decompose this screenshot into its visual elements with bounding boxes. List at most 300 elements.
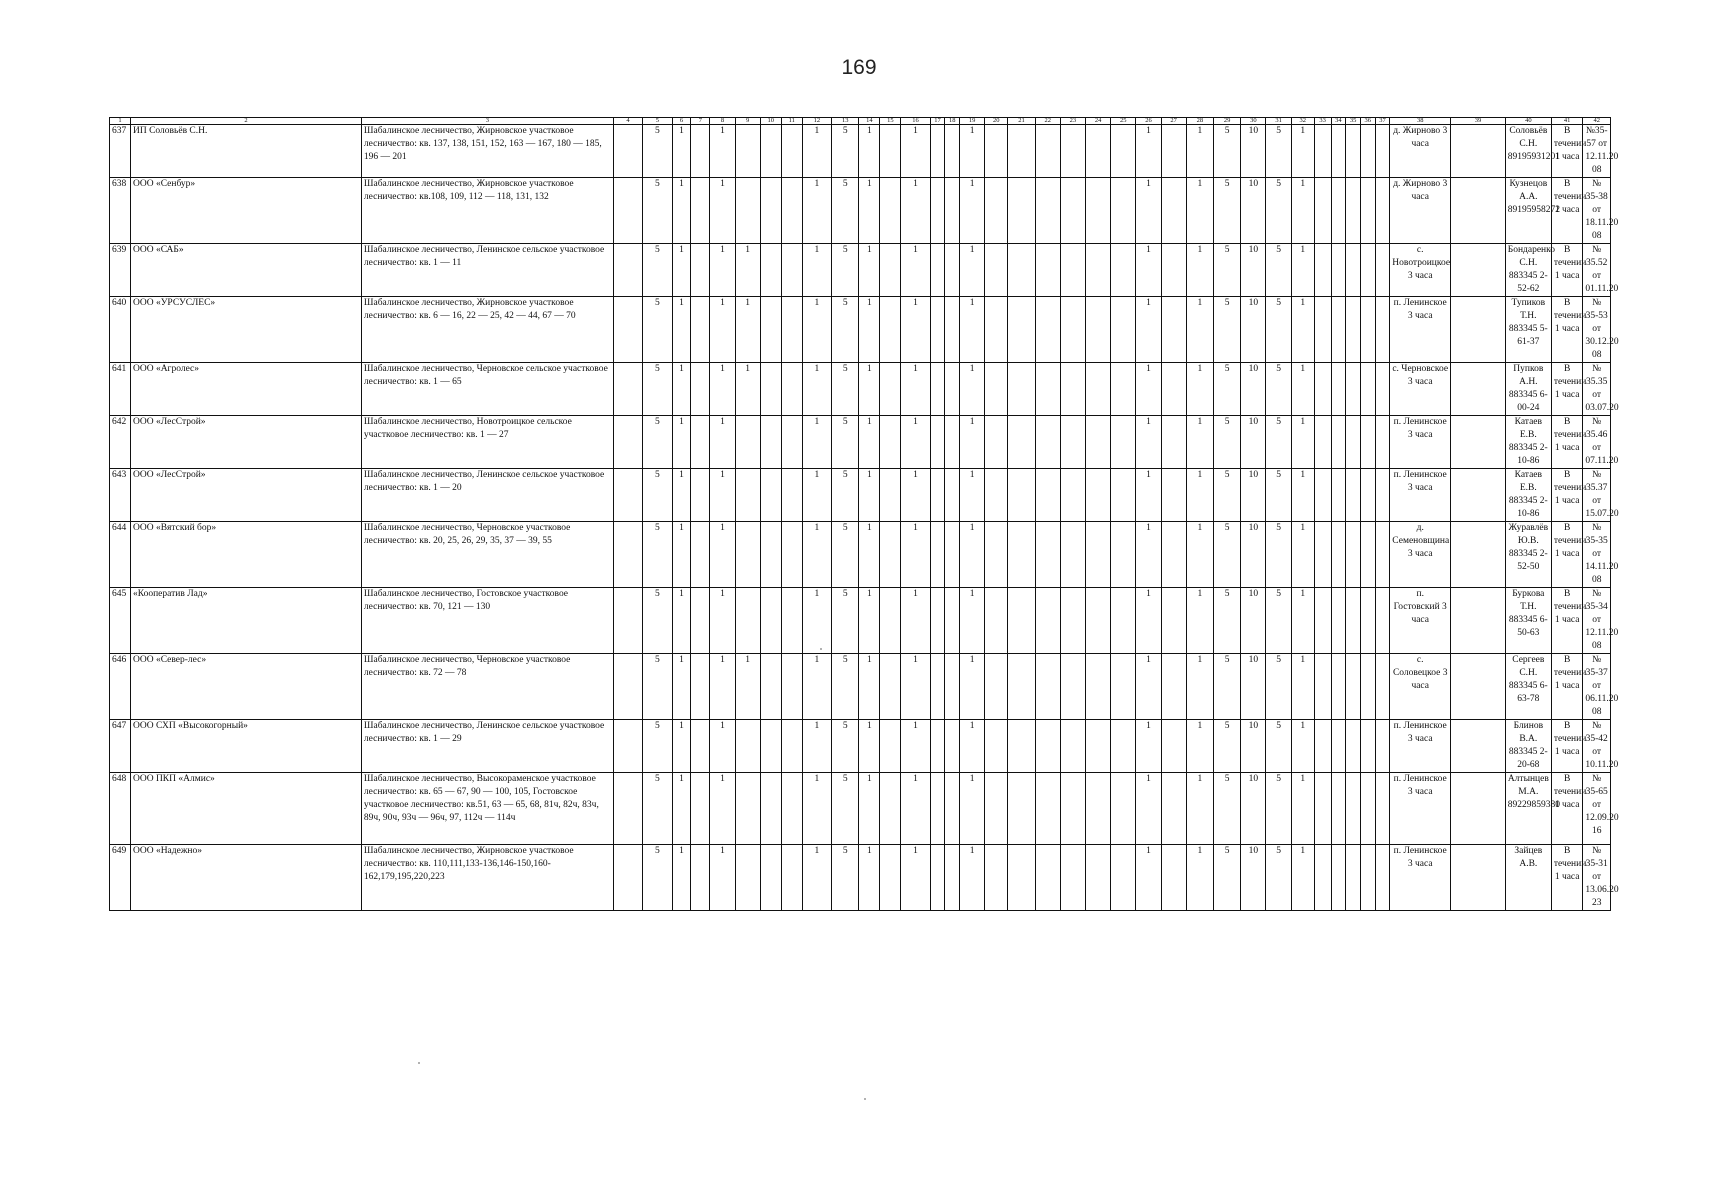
empty-cell bbox=[1161, 416, 1186, 469]
empty-cell bbox=[1161, 178, 1186, 244]
empty-cell bbox=[760, 178, 781, 244]
empty-cell bbox=[1035, 469, 1060, 522]
empty-cell bbox=[1008, 125, 1035, 178]
row-number: 644 bbox=[110, 522, 131, 588]
empty-cell bbox=[691, 588, 710, 654]
row-number: 637 bbox=[110, 125, 131, 178]
forestry-location: Шабалинское лесничество, Жирновское участковое лесничество: кв.108, 109, 112 — 118, 131, 132 bbox=[361, 178, 613, 244]
value-cell-col-31: 5 bbox=[1266, 588, 1291, 654]
empty-cell bbox=[880, 654, 901, 720]
value-cell-col-16: 1 bbox=[901, 125, 930, 178]
empty-cell bbox=[1314, 773, 1331, 845]
organization-name: ООО «УРСУСЛЕС» bbox=[130, 297, 361, 363]
empty-cell bbox=[930, 522, 945, 588]
value-cell-col-5: 5 bbox=[643, 244, 672, 297]
value-cell-col-13: 5 bbox=[832, 469, 859, 522]
column-number-header: 7 bbox=[691, 118, 710, 125]
register-table bbox=[109, 117, 1619, 911]
value-cell-col-28: 1 bbox=[1186, 125, 1213, 178]
empty-cell bbox=[1161, 522, 1186, 588]
value-cell-col-8: 1 bbox=[710, 178, 735, 244]
value-cell-col-5: 5 bbox=[643, 773, 672, 845]
empty-cell bbox=[1451, 773, 1506, 845]
value-cell-col-31: 5 bbox=[1266, 522, 1291, 588]
value-cell-col-14: 1 bbox=[859, 297, 880, 363]
column-number-header: 13 bbox=[832, 118, 859, 125]
empty-cell bbox=[1035, 244, 1060, 297]
value-cell-col-19: 1 bbox=[960, 588, 985, 654]
column-number-header: 8 bbox=[710, 118, 735, 125]
value-cell-col-19: 1 bbox=[960, 178, 985, 244]
empty-cell bbox=[1008, 654, 1035, 720]
empty-cell bbox=[760, 244, 781, 297]
row-number: 649 bbox=[110, 845, 131, 911]
empty-cell bbox=[1060, 125, 1085, 178]
value-cell-col-19: 1 bbox=[960, 363, 985, 416]
empty-cell bbox=[781, 178, 802, 244]
value-cell-col-16: 1 bbox=[901, 845, 930, 911]
value-cell-col-8: 1 bbox=[710, 416, 735, 469]
empty-cell bbox=[930, 244, 945, 297]
empty-cell bbox=[613, 363, 642, 416]
empty-cell bbox=[930, 773, 945, 845]
value-cell-col-29: 5 bbox=[1214, 416, 1241, 469]
contact-cell-col-41: В течении 1 часа bbox=[1551, 297, 1582, 363]
value-cell-col-19: 1 bbox=[960, 416, 985, 469]
value-cell-col-28: 1 bbox=[1186, 363, 1213, 416]
empty-cell bbox=[1085, 720, 1110, 773]
empty-cell bbox=[945, 588, 960, 654]
empty-cell bbox=[1375, 297, 1390, 363]
empty-cell bbox=[781, 773, 802, 845]
value-cell-col-13: 5 bbox=[832, 720, 859, 773]
empty-cell bbox=[1085, 773, 1110, 845]
contact-cell-col-42: № 35.37 от 15.07.20 bbox=[1583, 469, 1611, 522]
table-row bbox=[110, 469, 1611, 522]
empty-cell bbox=[1111, 720, 1136, 773]
value-cell-col-28: 1 bbox=[1186, 773, 1213, 845]
empty-cell bbox=[1451, 178, 1506, 244]
contact-cell-col-38: д. Жирново 3 часа bbox=[1390, 125, 1451, 178]
empty-cell bbox=[1331, 773, 1346, 845]
empty-cell bbox=[930, 588, 945, 654]
empty-cell bbox=[1161, 720, 1186, 773]
forestry-location: Шабалинское лесничество, Черновское участковое лесничество: кв. 72 — 78 bbox=[361, 654, 613, 720]
value-cell-col-14: 1 bbox=[859, 845, 880, 911]
value-cell-col-30: 10 bbox=[1241, 363, 1266, 416]
empty-cell bbox=[760, 720, 781, 773]
empty-cell bbox=[880, 773, 901, 845]
empty-cell bbox=[613, 654, 642, 720]
value-cell-col-31: 5 bbox=[1266, 773, 1291, 845]
value-cell-col-28: 1 bbox=[1186, 297, 1213, 363]
value-cell-col-32: 1 bbox=[1291, 363, 1314, 416]
value-cell-col-12: 1 bbox=[802, 297, 831, 363]
value-cell-col-28: 1 bbox=[1186, 845, 1213, 911]
value-cell-col-30: 10 bbox=[1241, 469, 1266, 522]
empty-cell bbox=[880, 720, 901, 773]
contact-cell-col-42: № 35-34 от 12.11.20 08 bbox=[1583, 588, 1611, 654]
contact-cell-col-42: №35-57 от 12.11.20 08 bbox=[1583, 125, 1611, 178]
value-cell-col-6: 1 bbox=[672, 588, 691, 654]
empty-cell bbox=[760, 522, 781, 588]
empty-cell bbox=[1346, 469, 1361, 522]
contact-cell-col-38: п. Ленинское 3 часа bbox=[1390, 773, 1451, 845]
value-cell-col-9 bbox=[735, 469, 760, 522]
forestry-location: Шабалинское лесничество, Жирновское участковое лесничество: кв. 6 — 16, 22 — 25, 42 — 44, 67 — 70 bbox=[361, 297, 613, 363]
column-number-header: 15 bbox=[880, 118, 901, 125]
value-cell-col-32: 1 bbox=[1291, 297, 1314, 363]
empty-cell bbox=[1161, 588, 1186, 654]
value-cell-col-14: 1 bbox=[859, 654, 880, 720]
value-cell-col-5: 5 bbox=[643, 720, 672, 773]
empty-cell bbox=[1314, 720, 1331, 773]
value-cell-col-13: 5 bbox=[832, 363, 859, 416]
column-number-header: 1 bbox=[110, 118, 131, 125]
empty-cell bbox=[1451, 125, 1506, 178]
value-cell-col-19: 1 bbox=[960, 845, 985, 911]
empty-cell bbox=[1008, 363, 1035, 416]
value-cell-col-6: 1 bbox=[672, 244, 691, 297]
contact-cell-col-40: Катаев Е.В. 883345 2-10-86 bbox=[1505, 416, 1551, 469]
column-number-header: 30 bbox=[1241, 118, 1266, 125]
row-number: 639 bbox=[110, 244, 131, 297]
column-number-header: 23 bbox=[1060, 118, 1085, 125]
empty-cell bbox=[1360, 244, 1375, 297]
value-cell-col-32: 1 bbox=[1291, 845, 1314, 911]
value-cell-col-13: 5 bbox=[832, 522, 859, 588]
empty-cell bbox=[1346, 773, 1361, 845]
empty-cell bbox=[1331, 125, 1346, 178]
empty-cell bbox=[945, 297, 960, 363]
value-cell-col-16: 1 bbox=[901, 654, 930, 720]
empty-cell bbox=[1161, 654, 1186, 720]
value-cell-col-9: 1 bbox=[735, 244, 760, 297]
column-number-header: 4 bbox=[613, 118, 642, 125]
value-cell-col-9 bbox=[735, 773, 760, 845]
contact-cell-col-41: В течении 1 часа bbox=[1551, 244, 1582, 297]
contact-cell-col-41: В течении 1 часа bbox=[1551, 125, 1582, 178]
contact-cell-col-38: п. Ленинское 3 часа bbox=[1390, 469, 1451, 522]
empty-cell bbox=[1331, 416, 1346, 469]
contact-cell-col-42: № 35-65 от 12.09.20 16 bbox=[1583, 773, 1611, 845]
value-cell-col-8: 1 bbox=[710, 654, 735, 720]
empty-cell bbox=[1008, 178, 1035, 244]
column-number-header: 3 bbox=[361, 118, 613, 125]
table-row bbox=[110, 720, 1611, 773]
column-number-header: 41 bbox=[1551, 118, 1582, 125]
forestry-location: Шабалинское лесничество, Черновское сельское участковое лесничество: кв. 1 — 65 bbox=[361, 363, 613, 416]
empty-cell bbox=[1060, 588, 1085, 654]
contact-cell-col-38: п. Гостовский 3 часа bbox=[1390, 588, 1451, 654]
empty-cell bbox=[985, 178, 1008, 244]
organization-name: ООО «Вятский бор» bbox=[130, 522, 361, 588]
value-cell-col-6: 1 bbox=[672, 178, 691, 244]
contact-cell-col-41: В течении 1 часа bbox=[1551, 773, 1582, 845]
value-cell-col-9 bbox=[735, 416, 760, 469]
value-cell-col-14: 1 bbox=[859, 522, 880, 588]
organization-name: ООО СХП «Высокогорный» bbox=[130, 720, 361, 773]
empty-cell bbox=[880, 416, 901, 469]
value-cell-col-8: 1 bbox=[710, 588, 735, 654]
column-number-header: 38 bbox=[1390, 118, 1451, 125]
empty-cell bbox=[945, 125, 960, 178]
value-cell-col-31: 5 bbox=[1266, 178, 1291, 244]
contact-cell-col-38: с. Соловецкое 3 часа bbox=[1390, 654, 1451, 720]
empty-cell bbox=[1451, 720, 1506, 773]
empty-cell bbox=[1060, 773, 1085, 845]
value-cell-col-26: 1 bbox=[1136, 363, 1161, 416]
value-cell-col-14: 1 bbox=[859, 125, 880, 178]
empty-cell bbox=[1314, 178, 1331, 244]
empty-cell bbox=[760, 588, 781, 654]
column-number-header: 40 bbox=[1505, 118, 1551, 125]
empty-cell bbox=[945, 469, 960, 522]
value-cell-col-31: 5 bbox=[1266, 244, 1291, 297]
value-cell-col-30: 10 bbox=[1241, 244, 1266, 297]
register-table-wrap bbox=[109, 117, 1619, 911]
contact-cell-col-40: Соловьёв С.Н. 89195931201 bbox=[1505, 125, 1551, 178]
empty-cell bbox=[1085, 588, 1110, 654]
column-number-header: 9 bbox=[735, 118, 760, 125]
empty-cell bbox=[880, 244, 901, 297]
empty-cell bbox=[691, 845, 710, 911]
empty-cell bbox=[1035, 654, 1060, 720]
value-cell-col-5: 5 bbox=[643, 588, 672, 654]
empty-cell bbox=[930, 178, 945, 244]
column-number-header: 19 bbox=[960, 118, 985, 125]
empty-cell bbox=[1085, 178, 1110, 244]
contact-cell-col-41: В течении 1 часа bbox=[1551, 654, 1582, 720]
value-cell-col-5: 5 bbox=[643, 297, 672, 363]
empty-cell bbox=[985, 654, 1008, 720]
empty-cell bbox=[1375, 845, 1390, 911]
contact-cell-col-42: № 35-53 от 30.12.20 08 bbox=[1583, 297, 1611, 363]
value-cell-col-13: 5 bbox=[832, 588, 859, 654]
empty-cell bbox=[1085, 297, 1110, 363]
column-number-header: 16 bbox=[901, 118, 930, 125]
empty-cell bbox=[760, 773, 781, 845]
value-cell-col-12: 1 bbox=[802, 773, 831, 845]
value-cell-col-28: 1 bbox=[1186, 720, 1213, 773]
empty-cell bbox=[1360, 522, 1375, 588]
table-row bbox=[110, 588, 1611, 654]
value-cell-col-6: 1 bbox=[672, 522, 691, 588]
empty-cell bbox=[613, 522, 642, 588]
empty-cell bbox=[930, 297, 945, 363]
empty-cell bbox=[613, 416, 642, 469]
value-cell-col-12: 1 bbox=[802, 125, 831, 178]
empty-cell bbox=[1360, 588, 1375, 654]
empty-cell bbox=[1314, 469, 1331, 522]
empty-cell bbox=[1375, 178, 1390, 244]
empty-cell bbox=[1360, 297, 1375, 363]
value-cell-col-26: 1 bbox=[1136, 522, 1161, 588]
empty-cell bbox=[930, 720, 945, 773]
empty-cell bbox=[760, 654, 781, 720]
value-cell-col-16: 1 bbox=[901, 588, 930, 654]
empty-cell bbox=[1331, 654, 1346, 720]
empty-cell bbox=[1360, 363, 1375, 416]
empty-cell bbox=[1035, 297, 1060, 363]
column-number-header: 28 bbox=[1186, 118, 1213, 125]
empty-cell bbox=[1314, 416, 1331, 469]
table-row bbox=[110, 654, 1611, 720]
column-number-header: 25 bbox=[1111, 118, 1136, 125]
value-cell-col-9: 1 bbox=[735, 363, 760, 416]
value-cell-col-26: 1 bbox=[1136, 845, 1161, 911]
value-cell-col-9: 1 bbox=[735, 297, 760, 363]
value-cell-col-31: 5 bbox=[1266, 125, 1291, 178]
empty-cell bbox=[1331, 297, 1346, 363]
value-cell-col-31: 5 bbox=[1266, 720, 1291, 773]
empty-cell bbox=[1375, 773, 1390, 845]
scan-speck bbox=[864, 1098, 866, 1100]
empty-cell bbox=[1346, 845, 1361, 911]
value-cell-col-28: 1 bbox=[1186, 416, 1213, 469]
empty-cell bbox=[1331, 178, 1346, 244]
value-cell-col-19: 1 bbox=[960, 469, 985, 522]
empty-cell bbox=[691, 469, 710, 522]
contact-cell-col-38: п. Ленинское 3 часа bbox=[1390, 416, 1451, 469]
value-cell-col-30: 10 bbox=[1241, 297, 1266, 363]
empty-cell bbox=[1451, 469, 1506, 522]
value-cell-col-31: 5 bbox=[1266, 469, 1291, 522]
organization-name: ООО ПКП «Алмис» bbox=[130, 773, 361, 845]
value-cell-col-6: 1 bbox=[672, 469, 691, 522]
value-cell-col-8: 1 bbox=[710, 297, 735, 363]
empty-cell bbox=[1060, 416, 1085, 469]
value-cell-col-32: 1 bbox=[1291, 588, 1314, 654]
forestry-location: Шабалинское лесничество, Высокораменское участковое лесничество: кв. 65 — 67, 90 — 100, 105, Гостовское участковое лесничество: кв.51, 63 — 65, 68, 81ч, 82ч, 83ч, 89ч, 90ч, 93ч — 96ч, 97, 112ч — 114ч bbox=[361, 773, 613, 845]
empty-cell bbox=[1060, 178, 1085, 244]
column-number-header: 24 bbox=[1085, 118, 1110, 125]
empty-cell bbox=[1375, 588, 1390, 654]
empty-cell bbox=[1035, 522, 1060, 588]
contact-cell-col-42: № 35-42 от 10.11.20 bbox=[1583, 720, 1611, 773]
empty-cell bbox=[930, 363, 945, 416]
empty-cell bbox=[613, 469, 642, 522]
empty-cell bbox=[945, 244, 960, 297]
empty-cell bbox=[1111, 125, 1136, 178]
empty-cell bbox=[1111, 297, 1136, 363]
empty-cell bbox=[781, 469, 802, 522]
value-cell-col-29: 5 bbox=[1214, 125, 1241, 178]
value-cell-col-8: 1 bbox=[710, 363, 735, 416]
value-cell-col-6: 1 bbox=[672, 363, 691, 416]
contact-cell-col-42: № 35.46 от 07.11.20 bbox=[1583, 416, 1611, 469]
value-cell-col-26: 1 bbox=[1136, 244, 1161, 297]
empty-cell bbox=[691, 178, 710, 244]
empty-cell bbox=[1060, 845, 1085, 911]
row-number: 647 bbox=[110, 720, 131, 773]
empty-cell bbox=[613, 845, 642, 911]
table-row bbox=[110, 178, 1611, 244]
empty-cell bbox=[1035, 416, 1060, 469]
empty-cell bbox=[1111, 654, 1136, 720]
table-row bbox=[110, 244, 1611, 297]
empty-cell bbox=[1035, 178, 1060, 244]
column-number-header: 34 bbox=[1331, 118, 1346, 125]
empty-cell bbox=[691, 297, 710, 363]
contact-cell-col-40: Алтынцев М.А. 89229859380 bbox=[1505, 773, 1551, 845]
empty-cell bbox=[1060, 654, 1085, 720]
contact-cell-col-41: В течении 1 часа bbox=[1551, 588, 1582, 654]
value-cell-col-12: 1 bbox=[802, 588, 831, 654]
empty-cell bbox=[880, 178, 901, 244]
column-number-header: 12 bbox=[802, 118, 831, 125]
value-cell-col-28: 1 bbox=[1186, 244, 1213, 297]
empty-cell bbox=[1331, 588, 1346, 654]
empty-cell bbox=[1331, 363, 1346, 416]
empty-cell bbox=[760, 416, 781, 469]
value-cell-col-8: 1 bbox=[710, 720, 735, 773]
empty-cell bbox=[945, 363, 960, 416]
empty-cell bbox=[1008, 588, 1035, 654]
empty-cell bbox=[1008, 469, 1035, 522]
row-number: 641 bbox=[110, 363, 131, 416]
value-cell-col-29: 5 bbox=[1214, 720, 1241, 773]
organization-name: ООО «САБ» bbox=[130, 244, 361, 297]
value-cell-col-8: 1 bbox=[710, 469, 735, 522]
empty-cell bbox=[1161, 469, 1186, 522]
row-number: 648 bbox=[110, 773, 131, 845]
empty-cell bbox=[985, 845, 1008, 911]
column-number-header: 39 bbox=[1451, 118, 1506, 125]
empty-cell bbox=[945, 845, 960, 911]
value-cell-col-28: 1 bbox=[1186, 588, 1213, 654]
empty-cell bbox=[1060, 363, 1085, 416]
empty-cell bbox=[1161, 845, 1186, 911]
column-number-row bbox=[110, 118, 1611, 125]
value-cell-col-5: 5 bbox=[643, 522, 672, 588]
column-number-header: 14 bbox=[859, 118, 880, 125]
empty-cell bbox=[1161, 297, 1186, 363]
forestry-location: Шабалинское лесничество, Ленинское сельское участковое лесничество: кв. 1 — 11 bbox=[361, 244, 613, 297]
empty-cell bbox=[781, 845, 802, 911]
empty-cell bbox=[1060, 297, 1085, 363]
empty-cell bbox=[1360, 125, 1375, 178]
row-number: 638 bbox=[110, 178, 131, 244]
empty-cell bbox=[613, 720, 642, 773]
empty-cell bbox=[1331, 522, 1346, 588]
value-cell-col-16: 1 bbox=[901, 720, 930, 773]
empty-cell bbox=[760, 363, 781, 416]
value-cell-col-32: 1 bbox=[1291, 416, 1314, 469]
value-cell-col-16: 1 bbox=[901, 178, 930, 244]
value-cell-col-19: 1 bbox=[960, 297, 985, 363]
column-number-header: 33 bbox=[1314, 118, 1331, 125]
value-cell-col-8: 1 bbox=[710, 125, 735, 178]
value-cell-col-13: 5 bbox=[832, 125, 859, 178]
value-cell-col-6: 1 bbox=[672, 845, 691, 911]
value-cell-col-9 bbox=[735, 845, 760, 911]
value-cell-col-29: 5 bbox=[1214, 654, 1241, 720]
value-cell-col-14: 1 bbox=[859, 416, 880, 469]
empty-cell bbox=[1008, 720, 1035, 773]
empty-cell bbox=[1331, 845, 1346, 911]
value-cell-col-32: 1 bbox=[1291, 720, 1314, 773]
contact-cell-col-41: В течении 1 часа bbox=[1551, 845, 1582, 911]
value-cell-col-16: 1 bbox=[901, 773, 930, 845]
value-cell-col-28: 1 bbox=[1186, 654, 1213, 720]
empty-cell bbox=[880, 469, 901, 522]
empty-cell bbox=[985, 720, 1008, 773]
organization-name: ООО «Сенбур» bbox=[130, 178, 361, 244]
empty-cell bbox=[880, 845, 901, 911]
value-cell-col-32: 1 bbox=[1291, 469, 1314, 522]
empty-cell bbox=[930, 845, 945, 911]
